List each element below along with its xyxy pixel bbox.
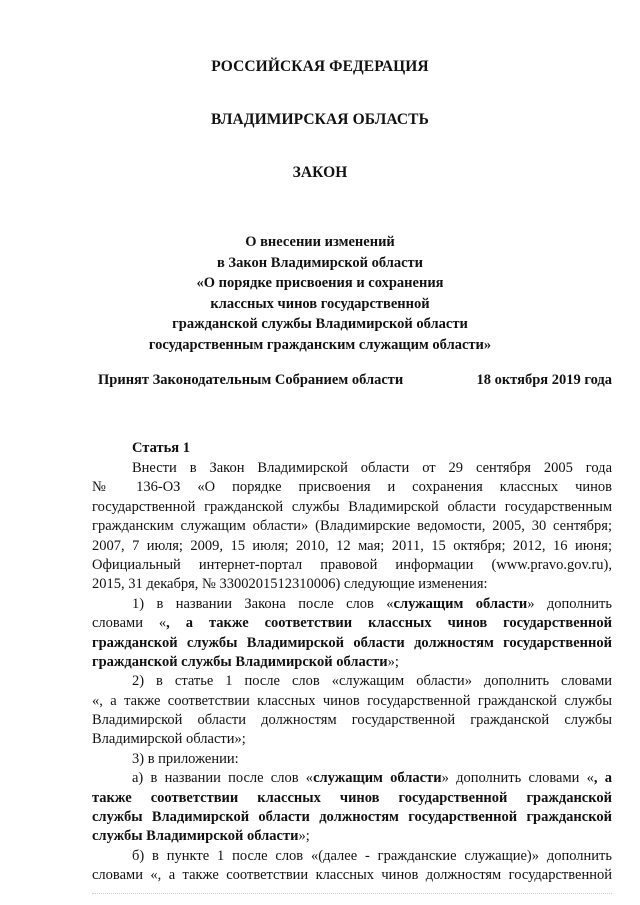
country-heading: РОССИЙСКАЯ ФЕДЕРАЦИЯ bbox=[211, 58, 429, 75]
scan-edge-artifact bbox=[92, 893, 612, 900]
item-3a-line: службы Владимирской области должностям государственной гражданской bbox=[92, 809, 612, 826]
body-line: гражданским служащим области» (Владимирские ведомости, 2005, 30 сентября; bbox=[92, 518, 612, 535]
item-1-line: гражданской службы Владимирской области»; bbox=[92, 653, 399, 670]
subject-line: государственным гражданским служащим области» bbox=[148, 336, 492, 353]
subject-line: «О порядке присвоения и сохранения bbox=[196, 275, 444, 291]
item-3a-line: службы Владимирской области»; bbox=[92, 828, 310, 845]
item-1-line: словами «, а также соответствии классных чинов государственной bbox=[92, 615, 612, 632]
article-body bbox=[92, 459, 612, 886]
subject-line: в Закон Владимирской области bbox=[216, 254, 424, 271]
body-line: Официальный интернет-портал правовой информации (www.pravo.gov.ru), bbox=[92, 556, 612, 573]
item-3a-line: а) в названии после слов «служащим области» дополнить словами «, а bbox=[132, 770, 612, 787]
adoption-date: 18 октября 2019 года bbox=[476, 372, 612, 388]
item-3b-line: б) в пункте 1 после слов «(далее - гражданские служащие)» дополнить bbox=[132, 847, 612, 864]
item-2-line: «, а также соответствии классных чинов государственной гражданской службы bbox=[92, 692, 612, 709]
item-3b-line: словами «, а также соответствии классных чинов должностям государственной bbox=[92, 867, 612, 884]
item-3-line: 3) в приложении: bbox=[132, 750, 239, 767]
body-line: государственной гражданской службы Владимирской области государственным bbox=[92, 498, 612, 515]
adopting-body: Принят Законодательным Собранием области bbox=[98, 372, 404, 388]
doc-type-heading: ЗАКОН bbox=[292, 164, 348, 181]
item-2-line: 2) в статье 1 после слов «служащим области» дополнить словами bbox=[132, 673, 612, 690]
item-3a-line: также соответствии классных чинов государственной гражданской bbox=[92, 789, 612, 806]
body-line: 2007, 7 июля; 2009, 15 июля; 2010, 12 мая; 2011, 15 октября; 2012, 16 июня; bbox=[92, 537, 612, 554]
item-2-line: Владимирской области»; bbox=[92, 731, 246, 748]
subject-line: классных чинов государственной bbox=[210, 295, 430, 312]
subject-line: гражданской службы Владимирской области bbox=[172, 316, 468, 332]
body-line: Внести в Закон Владимирской области от 29 сентября 2005 года bbox=[132, 460, 612, 476]
item-2-line: Владимирской области должностям государственной гражданской службы bbox=[92, 712, 612, 729]
region-heading: ВЛАДИМИРСКАЯ ОБЛАСТЬ bbox=[211, 111, 429, 128]
body-line: 2015, 31 декабря, № 3300201512310006) следующие изменения: bbox=[92, 576, 488, 593]
article-title: Статья 1 bbox=[132, 440, 190, 456]
item-1-line: 1) в названии Закона после слов «служащим области» дополнить bbox=[132, 595, 612, 612]
item-1-line: гражданской службы Владимирской области должностям государственной bbox=[92, 634, 612, 651]
adoption-line bbox=[98, 372, 612, 389]
subject-line: О внесении изменений bbox=[245, 234, 395, 250]
law-subject-title bbox=[0, 232, 640, 355]
body-line: № 136-ОЗ «О порядке присвоения и сохранения классных чинов bbox=[92, 479, 612, 496]
